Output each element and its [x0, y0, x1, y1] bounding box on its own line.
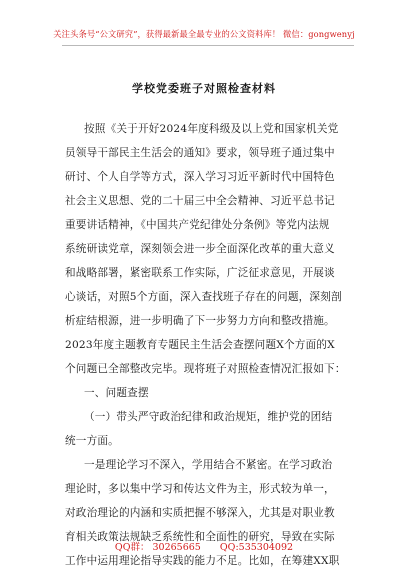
paragraph-line: 2023年度主题教育专题民主生活会查摆问题X个方面的X — [65, 339, 335, 351]
paragraph-line: 个问题已全部整改完毕。现将班子对照检查情况汇报如下： — [65, 363, 346, 375]
paragraph-line: 社会主义思想、党的二十届三中全会精神、习近平总书记 — [65, 195, 335, 207]
paragraph-line: 员领导干部民主生活会的通知》要求，领导班子通过集中 — [65, 147, 335, 159]
paragraph-line: 研讨、个人自学等方式，深入学习习近平新时代中国特色 — [65, 171, 335, 183]
header-note: 关注头条号“公文研究”，获得最新最全最专业的公文资料库！ 微信：gongwenyj — [53, 29, 355, 39]
document-title: 学校党委班子对照检查材料 — [132, 82, 276, 95]
header-divider — [62, 45, 354, 46]
paragraph-line: 对政治理论的内涵和实质把握不够深入，尤其是对职业教 — [65, 507, 335, 519]
paragraph-line: 统一方面。 — [65, 435, 119, 447]
footer-qq: QQ:535304092 — [219, 542, 294, 553]
paragraph-line: 系统研读党章，深刻领会进一步全面深化改革的重大意义 — [65, 243, 335, 255]
paragraph-line: 心谈话，对照5个方面，深入查找班子存在的问题，深刻剖 — [65, 291, 342, 303]
paragraph-line: 按照《关于开好2024年度科级及以上党和国家机关党 — [84, 123, 339, 135]
paragraph-line: 理论时，多以集中学习和传达文件为主，形式较为单一， — [65, 483, 335, 495]
footer-contact — [0, 539, 408, 553]
paragraph-line: 析症结根源，进一步明确了下一步努力方向和整改措施。 — [65, 315, 335, 327]
paragraph-line: 育相关政策法规缺乏系统性和全面性的研究，导致在实际 — [65, 531, 335, 543]
section-heading: 一、问题查摆 — [84, 387, 149, 399]
paragraph-line: 重要讲话精神，《中国共产党纪律处分条例》等党内法规 — [65, 219, 330, 231]
paragraph-line: 一是理论学习不深入，学用结合不紧密。在学习政治 — [84, 459, 333, 471]
subsection-heading: （一）带头严守政治纪律和政治规矩，维护党的团结 — [84, 411, 333, 423]
paragraph-line: 和战略部署，紧密联系工作实际，广泛征求意见，开展谈 — [65, 267, 335, 279]
paragraph-line: 工作中运用理论指导实践的能力不足。比如，在筹建XX职 — [65, 555, 340, 567]
footer-qq-group: QQ群： 30265665 — [114, 542, 201, 553]
